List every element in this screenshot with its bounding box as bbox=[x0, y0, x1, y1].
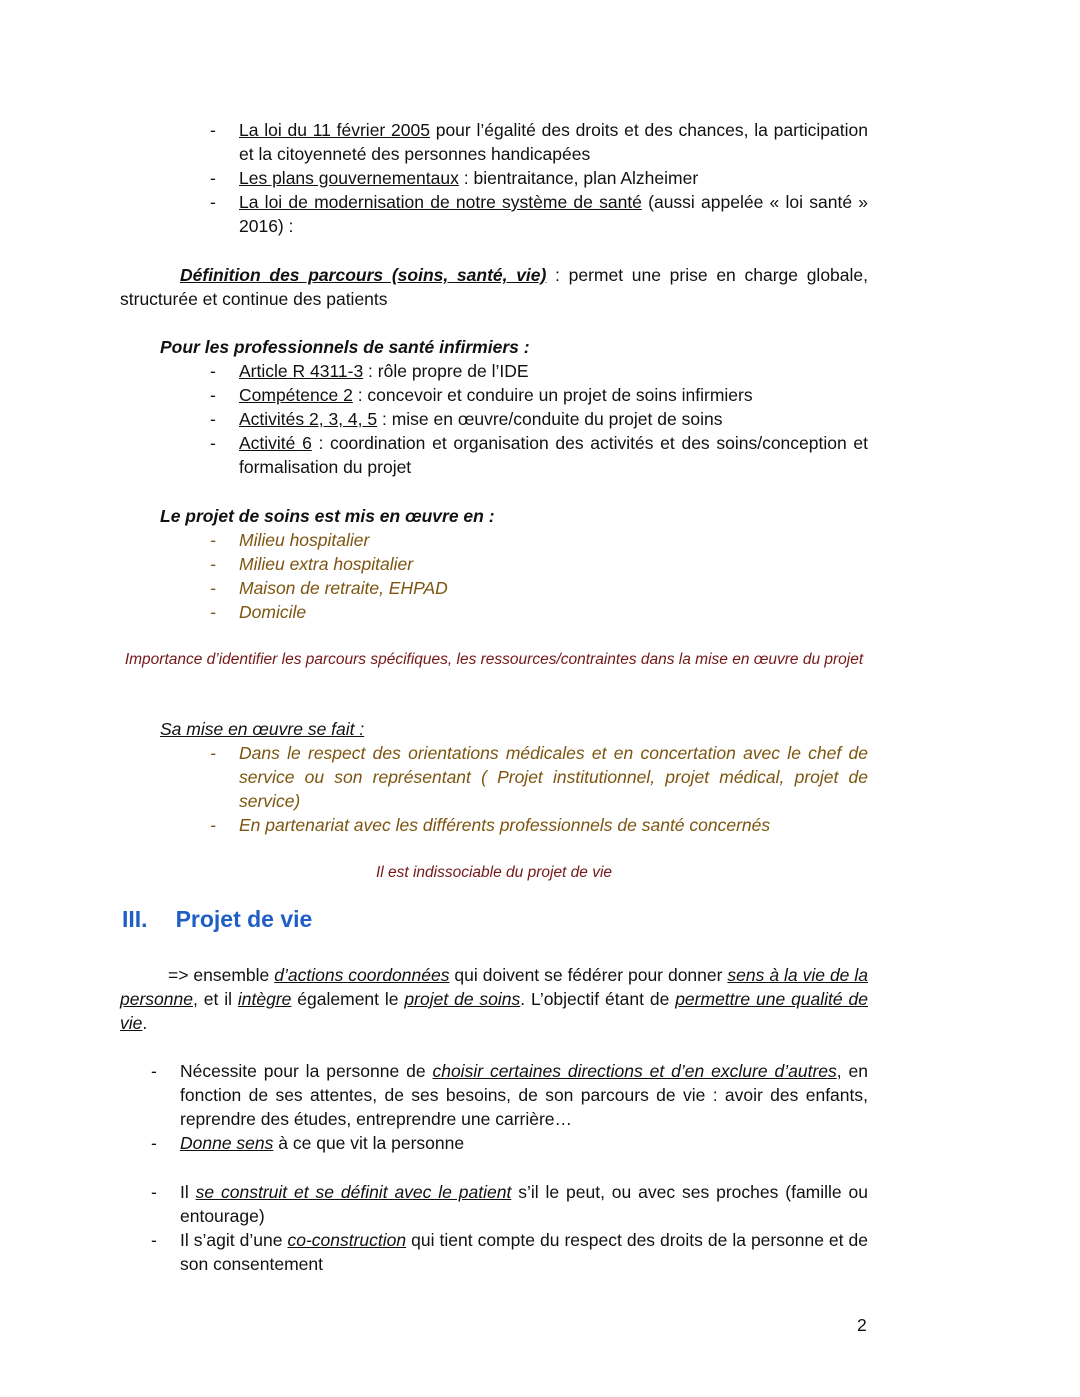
section-title: Projet de vie bbox=[175, 906, 313, 932]
text: , en fonction de ses attentes, de ses besoins, de son parcours de vie : avoir des enfants, reprendre des études, entreprendre une carrière… bbox=[180, 1061, 868, 1129]
text: . bbox=[142, 1013, 148, 1033]
item-text: Milieu extra hospitalier bbox=[239, 554, 414, 574]
text: qui tient compte du respect des droits de la personne et de son consentement bbox=[180, 1230, 868, 1274]
text: => ensemble bbox=[168, 965, 275, 985]
list-item: - La loi de modernisation de notre système de santé (aussi appelée « loi santé » 2016) : bbox=[210, 192, 868, 236]
emphasis: permettre une qualité de vie bbox=[120, 989, 868, 1033]
emphasis: projet de soins bbox=[404, 989, 521, 1009]
section-number: III. bbox=[122, 906, 148, 932]
text: Nécessite pour la personne de bbox=[180, 1061, 433, 1081]
definition-term: Définition des parcours (soins, santé, vie) bbox=[180, 265, 547, 285]
list-item: - Il s’agit d’une co-construction qui tient compte du respect des droits de la personne et de son consentement bbox=[151, 1230, 868, 1274]
mise-heading: Sa mise en œuvre se fait : bbox=[160, 719, 365, 739]
list-item: - Nécessite pour la personne de choisir certaines directions et d’en exclure d’autres, en fonction de ses attentes, de ses besoins, de son parcours de vie : avoir des enfants, reprendre des études, entreprendre une carrière… bbox=[151, 1061, 868, 1129]
item-ref: Activités 2, 3, 4, 5 bbox=[239, 409, 378, 429]
page-number: 2 bbox=[857, 1315, 867, 1335]
list-item: - Milieu extra hospitalier bbox=[210, 554, 414, 574]
item-text: : bientraitance, plan Alzheimer bbox=[458, 168, 699, 188]
list-item: - Donne sens à ce que vit la personne bbox=[151, 1133, 465, 1153]
text: également le bbox=[291, 989, 405, 1009]
importance-note: Importance d’identifier les parcours spécifiques, les ressources/contraintes dans la mise en œuvre du projet bbox=[124, 651, 864, 668]
item-text: : coordination et organisation des activités et des soins/conception et formalisation du projet bbox=[239, 433, 869, 477]
law-link: La loi de modernisation de notre système de santé bbox=[239, 192, 642, 212]
emphasis: co-construction bbox=[287, 1230, 407, 1250]
emphasis: d’actions coordonnées bbox=[274, 965, 450, 985]
text: Il s’agit d’une bbox=[180, 1230, 288, 1250]
list-item: - En partenariat avec les différents professionnels de santé concernés bbox=[210, 815, 771, 835]
lieux-list bbox=[210, 528, 868, 624]
item-text: : concevoir et conduire un projet de soins infirmiers bbox=[352, 385, 753, 405]
list-item: - Compétence 2 : concevoir et conduire un projet de soins infirmiers bbox=[210, 385, 753, 405]
text: à ce que vit la personne bbox=[273, 1133, 465, 1153]
projet-vie-list-1 bbox=[151, 1059, 868, 1155]
pro-list bbox=[210, 359, 868, 479]
emphasis: sens à la vie de la personne bbox=[120, 965, 868, 1009]
indissociable-note: Il est indissociable du projet de vie bbox=[375, 864, 613, 881]
item-text: (aussi appelée « loi santé » 2016) : bbox=[239, 192, 868, 236]
list-item: - Les plans gouvernementaux : bientraitance, plan Alzheimer bbox=[210, 168, 699, 188]
intro-paragraph bbox=[120, 963, 868, 1035]
list-item: - Il se construit et se définit avec le patient s’il le peut, ou avec ses proches (famille ou entourage) bbox=[151, 1182, 868, 1226]
mise-list bbox=[210, 741, 868, 837]
text: . L’objectif étant de bbox=[520, 989, 676, 1009]
list-item: - Domicile bbox=[210, 602, 307, 622]
item-text: pour l’égalité des droits et des chances, la participation et la citoyenneté des personnes handicapées bbox=[239, 120, 868, 164]
emphasis: se construit et se définit avec le patient bbox=[195, 1182, 512, 1202]
item-ref: Article R 4311-3 bbox=[239, 361, 364, 381]
definition-text: : permet une prise en charge globale, structurée et continue des patients bbox=[120, 265, 868, 309]
list-item: - Article R 4311-3 : rôle propre de l’IDE bbox=[210, 361, 529, 381]
item-text: Maison de retraite, EHPAD bbox=[239, 578, 448, 598]
projet-vie-list-2 bbox=[151, 1180, 868, 1276]
list-item: - Dans le respect des orientations médicales et en concertation avec le chef de service ou son représentant ( Projet institutionnel, projet médical, projet de service) bbox=[210, 743, 868, 811]
pro-heading: Pour les professionnels de santé infirmiers : bbox=[160, 337, 530, 357]
emphasis: choisir certaines directions et d’en exclure d’autres bbox=[432, 1061, 837, 1081]
item-text: Dans le respect des orientations médicales et en concertation avec le chef de service ou son représentant ( Projet institutionnel, projet médical, projet de service) bbox=[239, 743, 868, 811]
list-item: - La loi du 11 février 2005 pour l’égalité des droits et des chances, la participation et la citoyenneté des personnes handicapées bbox=[210, 120, 868, 164]
laws-list bbox=[210, 118, 868, 238]
section-heading bbox=[122, 907, 870, 931]
item-text: Milieu hospitalier bbox=[239, 530, 370, 550]
item-text: : rôle propre de l’IDE bbox=[363, 361, 529, 381]
text: , et il bbox=[192, 989, 238, 1009]
list-item: - Activité 6 : coordination et organisation des activités et des soins/conception et formalisation du projet bbox=[210, 433, 869, 477]
list-item: - Milieu hospitalier bbox=[210, 530, 370, 550]
text: Il bbox=[180, 1182, 196, 1202]
emphasis: Donne sens bbox=[180, 1133, 274, 1153]
item-ref: Activité 6 bbox=[239, 433, 312, 453]
definition-paragraph bbox=[120, 263, 868, 311]
list-item: - Maison de retraite, EHPAD bbox=[210, 578, 448, 598]
item-text: : mise en œuvre/conduite du projet de soins bbox=[377, 409, 723, 429]
law-link: La loi du 11 février 2005 bbox=[239, 120, 430, 140]
item-text: Domicile bbox=[239, 602, 307, 622]
item-ref: Compétence 2 bbox=[239, 385, 353, 405]
text: s’il le peut, ou avec ses proches (famille ou entourage) bbox=[180, 1182, 868, 1226]
list-item: - Activités 2, 3, 4, 5 : mise en œuvre/conduite du projet de soins bbox=[210, 409, 723, 429]
law-link: Les plans gouvernementaux bbox=[239, 168, 459, 188]
lieux-heading: Le projet de soins est mis en œuvre en : bbox=[160, 506, 495, 526]
emphasis: intègre bbox=[237, 989, 292, 1009]
text: qui doivent se fédérer pour donner bbox=[449, 965, 728, 985]
item-text: En partenariat avec les différents professionnels de santé concernés bbox=[239, 815, 771, 835]
